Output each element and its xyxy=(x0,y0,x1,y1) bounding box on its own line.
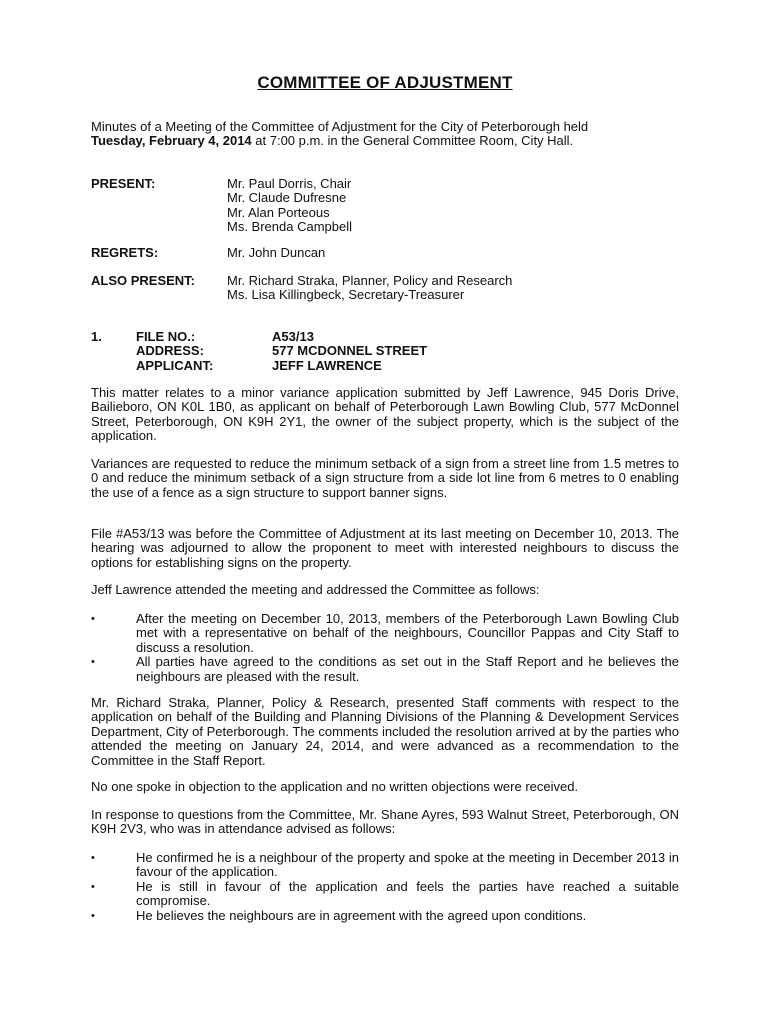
list-item: • All parties have agreed to the conditions as set out in the Staff Report and he believes the neighbours are pleased with the result. xyxy=(91,654,679,684)
item-number: 1. xyxy=(91,329,102,344)
paragraph-staff-comments: Mr. Richard Straka, Planner, Policy & Research, presented Staff comments with respect to the application on behalf of the Building and Planning Divisions of the Planning & Development Services Department, City of Peterborough. The comments included the resolution arrived at by the parties who attended the meeting on January 24, 2014, and were advanced as a recommendation to the Committee in the Staff Report. xyxy=(91,695,679,768)
also-present-label: ALSO PRESENT: xyxy=(91,273,196,288)
bullet-icon: • xyxy=(91,909,95,922)
intro-text-b: at 7:00 p.m. in the General Committee Room, City Hall. xyxy=(251,133,574,149)
bullet-icon: • xyxy=(91,852,95,864)
intro-text-a: Minutes of a Meeting of the Committee of Adjustment for the City of Peterborough held xyxy=(91,119,589,134)
paragraph-application: This matter relates to a minor variance application submitted by Jeff Lawrence, 945 Doris Drive, Bailieboro, ON K0L 1B0, as applicant on behalf of Peterborough Lawn Bowling Club, 577 McDonnel Street, Peterborough, ON K9H 2Y1, the owner of the subject property, which is the subject of the application. xyxy=(91,385,679,444)
list-item: • After the meeting on December 10, 2013, members of the Peterborough Lawn Bowling Club met with a representative on behalf of the neighbours, Councillor Pappas and City Staff to discuss a resolution. xyxy=(91,611,679,655)
present-name: Ms. Brenda Campbell xyxy=(227,219,352,235)
present-label: PRESENT: xyxy=(91,176,156,191)
present-name: Mr. Claude Dufresne xyxy=(227,190,347,206)
meeting-date: Tuesday, February 4, 2014 xyxy=(91,133,252,149)
intro-paragraph xyxy=(91,120,679,149)
present-name: Mr. Paul Dorris, Chair xyxy=(227,176,352,191)
paragraph-variances: Variances are requested to reduce the minimum setback of a sign from a street line from 1.5 metres to 0 and reduce the minimum setback of a sign structure from a side lot line from 6 metres to 0 enabling the use of a fence as a sign structure to support banner signs. xyxy=(91,456,679,500)
applicant-label: APPLICANT: xyxy=(136,357,214,373)
list-item: • He confirmed he is a neighbour of the property and spoke at the meeting in December 2013 in favour of the application. xyxy=(91,850,679,880)
file-no-label: FILE NO.: xyxy=(136,329,196,344)
list-item: • He is still in favour of the application and feels the parties have reached a suitable compromise. xyxy=(91,878,679,909)
address-label: ADDRESS: xyxy=(136,343,204,359)
address-value: 577 MCDONNEL STREET xyxy=(272,343,428,359)
also-present-name: Mr. Richard Straka, Planner, Policy and Research xyxy=(227,273,513,288)
paragraph-no-objections: No one spoke in objection to the application and no written objections were received. xyxy=(91,779,579,794)
bullet-icon: • xyxy=(91,880,95,893)
present-names xyxy=(227,177,352,235)
list-item: • He believes the neighbours are in agreement with the agreed upon conditions. xyxy=(91,907,587,923)
applicant-points-list xyxy=(91,612,679,684)
regrets-label: REGRETS: xyxy=(91,245,159,260)
paragraph-attendance: Jeff Lawrence attended the meeting and addressed the Committee as follows: xyxy=(91,582,540,597)
paragraph-history: File #A53/13 was before the Committee of Adjustment at its last meeting on December 10, 2013. The hearing was adjourned to allow the proponent to meet with interested neighbours to discuss the options for establishing signs on the property. xyxy=(91,526,679,570)
paragraph-questions: In response to questions from the Committee, Mr. Shane Ayres, 593 Walnut Street, Peterborough, ON K9H 2V3, who was in attendance advised as follows: xyxy=(91,807,679,837)
also-present-name: Ms. Lisa Killingbeck, Secretary-Treasurer xyxy=(227,287,465,303)
bullet-icon: • xyxy=(91,613,95,625)
file-no-value: A53/13 xyxy=(272,329,314,344)
page-title: COMMITTEE OF ADJUSTMENT xyxy=(257,73,513,92)
bullet-icon: • xyxy=(91,656,95,669)
present-name: Mr. Alan Porteous xyxy=(227,204,330,220)
regrets-name: Mr. John Duncan xyxy=(227,245,326,260)
applicant-value: JEFF LAWRENCE xyxy=(272,357,382,373)
neighbour-points-list xyxy=(91,851,679,923)
